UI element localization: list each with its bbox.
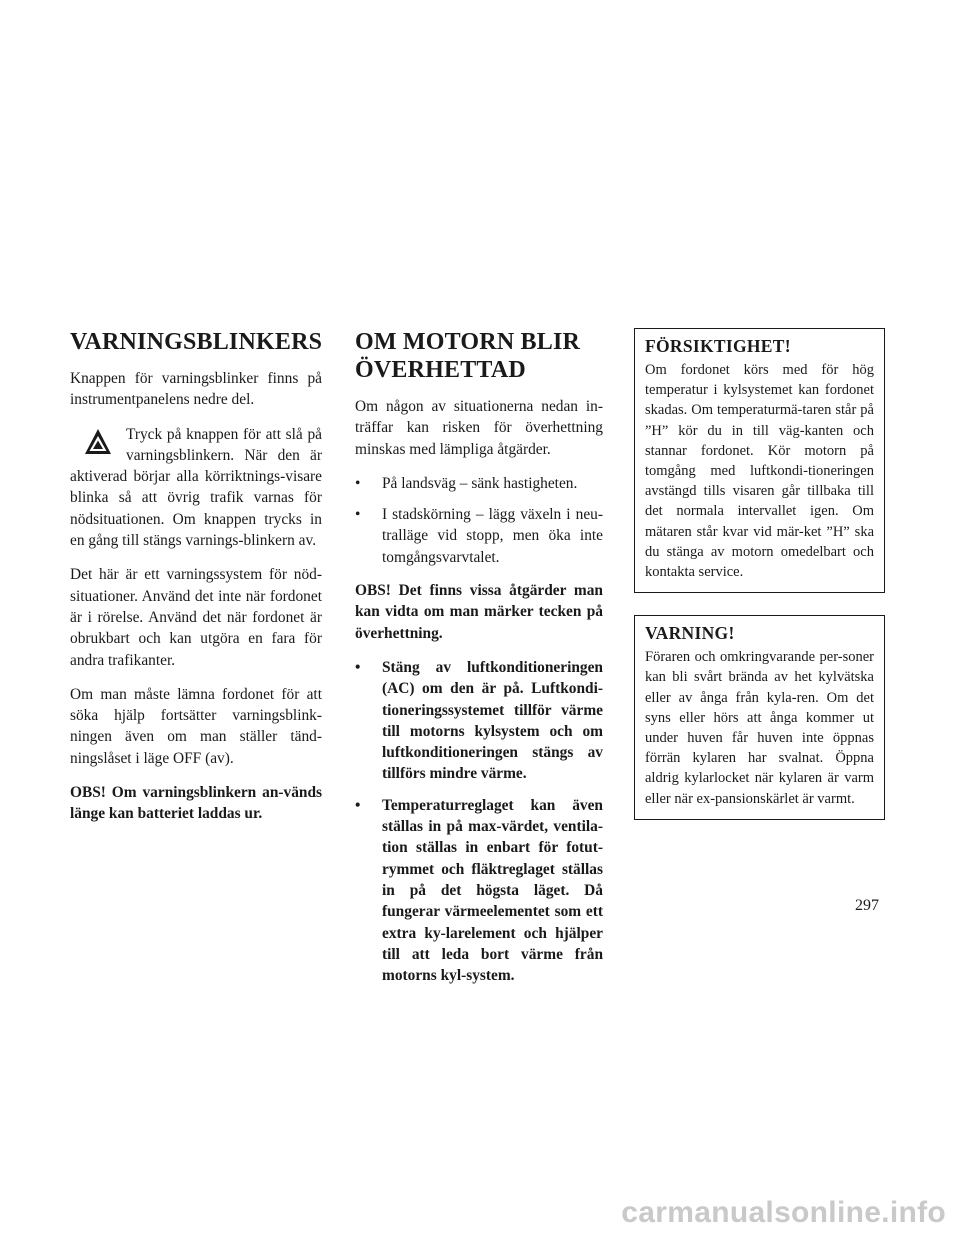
overheating-actions-list — [355, 657, 603, 986]
caution-text: Om fordonet körs med för hög temperatur i kylsystemet kan fordonet skadas. Om temperaturmä-taren står på ”H” kör du in till väg-kanten och stannar fordonet. Kör motorn på tomgång med luftkondi-tioneringen avstängd tills visaren går tillbaka till det normala intervallet igen. Om mätaren står kvar vid mär-ket ”H” ska du stänga av motorn omedelbart och kontakta service. — [645, 362, 874, 581]
warning-title: VARNING! — [645, 623, 735, 644]
column-hazard-flashers — [70, 328, 322, 838]
list-item: • På landsväg – sänk hastigheten. — [355, 473, 603, 494]
paragraph-emergency-system: Det här är ett varningssystem för nöd-situationer. Använd det inte när fordonet är i rörelse. Använd det när fordonet är obrukbart och kan utgöra en fara för andra trafikanter. — [70, 566, 322, 669]
section-heading-overheating — [355, 328, 603, 384]
page-number: 297 — [855, 897, 879, 914]
hazard-instruction-block — [70, 424, 322, 565]
paragraph-leave-vehicle: Om man måste lämna fordonet för att söka hjälp fortsätter varningsblink-ningen även om man ställer tänd-ningslåset i läge OFF (av). — [70, 685, 322, 767]
section-heading-hazard-flashers: VARNINGSBLINKERS — [70, 329, 323, 355]
heading-line-2: ÖVERHETTAD — [355, 357, 526, 383]
hazard-warning-triangle-icon — [84, 428, 112, 456]
list-item: • I stadskörning – lägg växeln i neu-tralläge vid stopp, men öka inte tomgångsvarvtalet. — [355, 504, 603, 568]
note-battery: OBS! Om varningsblinkern an-vänds länge kan batteriet laddas ur. — [70, 784, 322, 823]
caution-title: FÖRSIKTIGHET! — [645, 336, 791, 356]
paragraph-hazard-instruction: Tryck på knappen för att slå på varningsblinkern. När den är aktiverad börjar alla körriktnings-visare blinka så att övrig trafik varnas för nödsituationen. Om knappen trycks in en gång till stängs varnings-blinkern av. — [70, 425, 322, 550]
paragraph-overheating-intro: Om någon av situationerna nedan in-träffar kan risken för överhettning minskas med lämpliga åtgärder. — [355, 398, 603, 458]
column-overheating — [355, 328, 603, 998]
watermark-text: carmanualsonline.info — [621, 1196, 946, 1229]
caution-box — [634, 328, 885, 593]
warning-text: Föraren och omkringvarande per-soner kan bli svårt brända av het kylvätska eller av ånga från kyla-ren. Om det syns eller hörs att ånga kommer ut under huven får huven inte öppnas förrän kylaren har svalnat. Öppna aldrig kylarlocket när kylaren är varm eller när ex-pansionskärlet är varmt. — [645, 649, 874, 807]
warning-box — [634, 615, 885, 820]
overheating-tips-list — [355, 473, 603, 568]
column-notices — [634, 328, 885, 842]
heading-line-1: OM MOTORN BLIR — [355, 329, 581, 355]
paragraph-button-location: Knappen för varningsblinker finns på instrumentpanelens nedre del. — [70, 370, 322, 409]
note-overheating-actions: OBS! Det finns vissa åtgärder man kan vidta om man märker tecken på överhettning. — [355, 582, 603, 642]
list-item: • Temperaturreglaget kan även ställas in på max-värdet, ventila-tion ställas in enbart för fotut-rymmet och fläktreglaget ställas in på det högsta läget. Då fungerar värmeelementet som ett extra ky-larelement och hjälper till att leda bort värme från motorns kyl-system. — [355, 795, 603, 987]
list-item: • Stäng av luftkonditioneringen (AC) om den är på. Luftkondi-tioneringssystemet tillför värme till motorns kylsystem och om luftkonditioneringen stängs av tillförs mindre värme. — [355, 657, 603, 785]
